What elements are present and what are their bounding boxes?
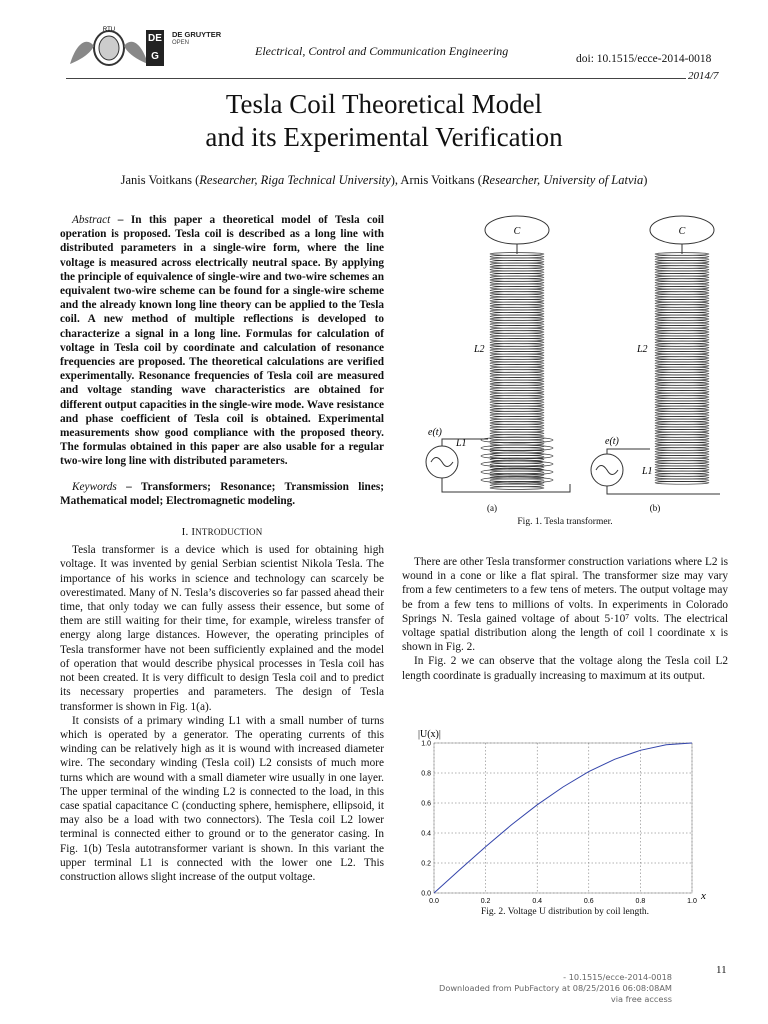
- right-paragraph-1: There are other Tesla transformer construction variations where L2 is wound in a cone or like a flat spiral. The transformer size may vary from a few centimeters to a few tens of meters. The output voltage may be from a few tens to millions of volts. In experiments in Colorado Springs N. Tesla gained voltage of about 5·10⁷ volts. The electrical voltage spatial distribution along the length of coil l coordinate x is shown in Fig. 2.: [402, 556, 728, 654]
- l1-label-a: L1: [456, 438, 467, 449]
- figure-2-voltage-chart: [402, 725, 722, 915]
- x-tick-label: 0.4: [532, 898, 543, 905]
- x-axis-label: x: [701, 890, 706, 902]
- y-tick-label: 0.4: [421, 830, 431, 838]
- source-label-b: e(t): [605, 436, 619, 447]
- university-seal-logo: [66, 24, 152, 68]
- x-tick-label: 0.8: [635, 898, 646, 905]
- abstract-label: Abstract: [72, 214, 111, 226]
- l2-label-a: L2: [474, 344, 485, 355]
- right-paragraph-2: In Fig. 2 we can observe that the voltage along the Tesla coil L2 length coordinate is gradually increasing to maximum at its output.: [402, 655, 728, 682]
- degruyter-logo: [146, 30, 164, 66]
- x-tick-label: 0.0: [429, 898, 439, 905]
- x-tick-label: 1.0: [687, 898, 697, 905]
- x-tick-label: 0.6: [583, 898, 594, 905]
- primary-turn: [481, 477, 553, 483]
- x-tick-label: 0.2: [480, 898, 491, 905]
- y-axis-label: |U(x)|: [418, 729, 441, 740]
- cap-label-b: C: [678, 226, 686, 237]
- title-line-1: Tesla Coil Theoretical Model: [225, 89, 543, 119]
- source-label-a: e(t): [428, 427, 442, 438]
- y-tick-label: 0.0: [421, 890, 431, 898]
- l2-label-b: L2: [637, 344, 648, 355]
- authors: [0, 173, 768, 188]
- publisher-sub: OPEN: [172, 40, 190, 46]
- header-rule: [66, 78, 686, 79]
- cap-label-a: C: [513, 226, 521, 237]
- right-column: [402, 555, 728, 683]
- fig1-label-a: (a): [487, 503, 497, 513]
- author-1: Janis Voitkans (: [120, 173, 200, 187]
- dg-mark-text: DE G: [148, 33, 162, 62]
- journal-name: Electrical, Control and Communication Engineering: [255, 44, 509, 58]
- paper-title: [0, 88, 768, 154]
- coil-b: [655, 253, 709, 485]
- author-2: ), Arnis Voitkans (: [390, 173, 482, 187]
- series-line: [434, 743, 692, 893]
- keywords: [60, 480, 384, 508]
- author-1-affiliation: Researcher, Riga Technical University: [199, 173, 391, 187]
- page-number: 11: [716, 964, 727, 976]
- figure-2-caption: Fig. 2. Voltage U distribution by coil length.: [480, 907, 649, 917]
- l1-label-b: L1: [642, 466, 653, 477]
- issue-number: 2014/7: [688, 70, 719, 82]
- y-tick-label: 1.0: [421, 740, 431, 748]
- abstract: [60, 213, 384, 469]
- authors-end: ): [643, 173, 648, 187]
- coil-a: [481, 253, 553, 490]
- doi[interactable]: doi: 10.1515/ecce-2014-0018: [576, 53, 712, 65]
- download-footer: [400, 972, 672, 1005]
- section-heading-introduction: [60, 525, 384, 539]
- figure-1-caption: Fig. 1. Tesla transformer.: [517, 517, 613, 527]
- fig1-label-b: (b): [649, 503, 661, 513]
- intro-paragraph-2: It consists of a primary winding L1 with a small number of turns which is operated by a generator. The operating currents of this winding can be relatively high as it is wound with increased diameter wire. The secondary winding (Tesla coil) L2 consists of much more turns which are wound with a small diameter wire usually in one layer. The upper terminal of the winding L2 is connected to the load, in this case spatial capacitance C (conducting sphere, hemisphere, ellipsoid, it may also be a load with two connectors). The Tesla coil L2 lower terminal is connected either to ground or to the generator casing. In Fig. 1(b) Tesla autotransformer variant is shown. In this variant the upper terminal L1 is connected with the lower one L2. This construction allows slight increase of the output voltage.: [60, 714, 384, 883]
- keywords-text: – Transformers; Resonance; Transmission lines; Mathematical model; Electromagnetic modeling.: [60, 480, 384, 507]
- footer-download: Downloaded from PubFactory at 08/25/2016 06:08:08AM: [439, 983, 672, 993]
- title-line-2: and its Experimental Verification: [205, 122, 563, 152]
- intro-paragraph-1: Tesla transformer is a device which is used for obtaining high voltage. It was invented by genial Serbian scientist Nikola Tesla. The importance of his works in science and technology can scarcely be overestimated. Many of N. Tesla’s discoveries so far passed ahead their time, that only today we can fully assess their essence, but some of them are still waiting for their time, for example, wireless transfer of energy along large distances. However, the operating principles of Tesla transformer have not been sufficiently explained and the model of operation that would describe physical processes in Tesla coil has not been created. It is very difficult to design Tesla coil and to predict its necessary properties and parameters. The design of Tesla transformer is shown in Fig. 1(a).: [60, 544, 384, 713]
- footer-access: via free access: [610, 994, 672, 1004]
- y-tick-label: 0.6: [421, 800, 431, 808]
- publisher-name: DE GRUYTER: [172, 30, 222, 39]
- section-num: I. I: [181, 526, 196, 539]
- footer-doi[interactable]: - 10.1515/ecce-2014-0018: [563, 972, 672, 982]
- left-column: [60, 213, 384, 884]
- seal-text: RTU: [102, 27, 116, 33]
- section-name: NTRODUCTION: [195, 527, 263, 538]
- y-tick-label: 0.2: [421, 860, 431, 868]
- plot-frame: [434, 743, 692, 893]
- figure-1-tesla-transformer: [410, 214, 720, 514]
- abstract-text: – In this paper a theoretical model of Tesla coil operation is proposed. Tesla coil is described as a long line with distributed parameters in a single-wire form, where the line voltage is measured across electrically neutral space. By applying the principle of equivalence of single-wire and two-wire schemes an equivalent two-wire scheme can be found for a single-wire scheme and the already known long line theory can be applied to the Tesla coil. A new method of multiple reflections is developed to characterize a signal in a long line. Formulas for calculation of voltage in Tesla coil by coordinate and calculation of resonance frequencies are proposed. The theoretical calculations are verified experimentally. Resonance frequencies of Tesla coil are measured and voltage standing wave characteristics are obtained for different output capacities in the single-wire mode. Wave resistance and phase coefficient of Tesla coil is obtained. Experimental measurements show good compliance with the proposed theory. The formulas obtained in this paper are also usable for a regular two-wire long line with distributed parameters.: [60, 214, 384, 468]
- keywords-label: Keywords: [72, 480, 117, 493]
- author-2-affiliation: Researcher, University of Latvia: [481, 173, 644, 187]
- y-tick-label: 0.8: [421, 770, 431, 778]
